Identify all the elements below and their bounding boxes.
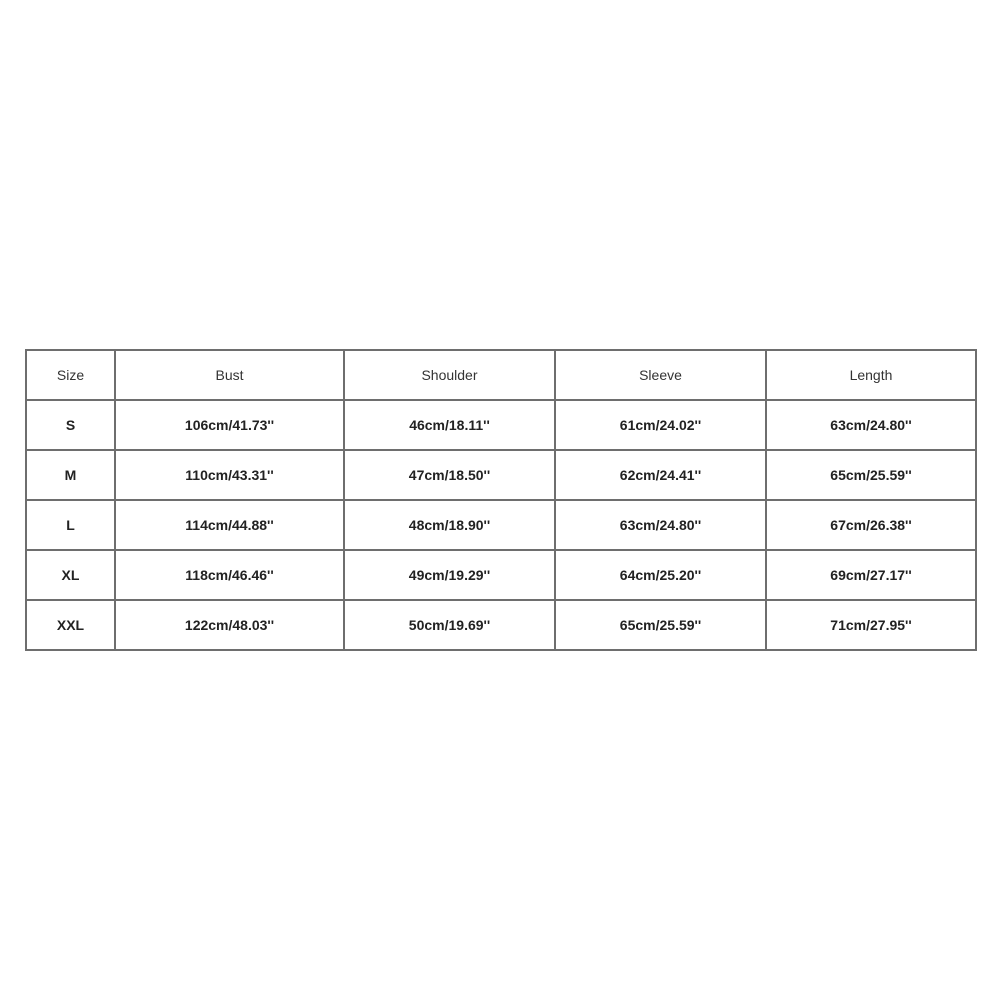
cell-bust: 122cm/48.03'' bbox=[115, 600, 344, 650]
cell-shoulder: 48cm/18.90'' bbox=[344, 500, 555, 550]
table-row bbox=[26, 450, 976, 500]
cell-shoulder: 50cm/19.69'' bbox=[344, 600, 555, 650]
table-row bbox=[26, 550, 976, 600]
header-bust: Bust bbox=[115, 350, 344, 400]
cell-bust: 118cm/46.46'' bbox=[115, 550, 344, 600]
cell-shoulder: 47cm/18.50'' bbox=[344, 450, 555, 500]
table-row bbox=[26, 500, 976, 550]
cell-size: XXL bbox=[26, 600, 115, 650]
cell-bust: 106cm/41.73'' bbox=[115, 400, 344, 450]
cell-size: S bbox=[26, 400, 115, 450]
cell-bust: 114cm/44.88'' bbox=[115, 500, 344, 550]
cell-size: XL bbox=[26, 550, 115, 600]
cell-sleeve: 65cm/25.59'' bbox=[555, 600, 766, 650]
cell-length: 65cm/25.59'' bbox=[766, 450, 976, 500]
cell-length: 63cm/24.80'' bbox=[766, 400, 976, 450]
cell-sleeve: 61cm/24.02'' bbox=[555, 400, 766, 450]
header-sleeve: Sleeve bbox=[555, 350, 766, 400]
cell-length: 67cm/26.38'' bbox=[766, 500, 976, 550]
header-shoulder: Shoulder bbox=[344, 350, 555, 400]
cell-shoulder: 49cm/19.29'' bbox=[344, 550, 555, 600]
cell-sleeve: 64cm/25.20'' bbox=[555, 550, 766, 600]
cell-size: M bbox=[26, 450, 115, 500]
size-chart-table bbox=[25, 349, 977, 651]
cell-length: 69cm/27.17'' bbox=[766, 550, 976, 600]
header-length: Length bbox=[766, 350, 976, 400]
cell-sleeve: 62cm/24.41'' bbox=[555, 450, 766, 500]
table-row bbox=[26, 600, 976, 650]
cell-size: L bbox=[26, 500, 115, 550]
table-row bbox=[26, 400, 976, 450]
header-size: Size bbox=[26, 350, 115, 400]
table-header-row bbox=[26, 350, 976, 400]
cell-bust: 110cm/43.31'' bbox=[115, 450, 344, 500]
cell-length: 71cm/27.95'' bbox=[766, 600, 976, 650]
cell-shoulder: 46cm/18.11'' bbox=[344, 400, 555, 450]
cell-sleeve: 63cm/24.80'' bbox=[555, 500, 766, 550]
